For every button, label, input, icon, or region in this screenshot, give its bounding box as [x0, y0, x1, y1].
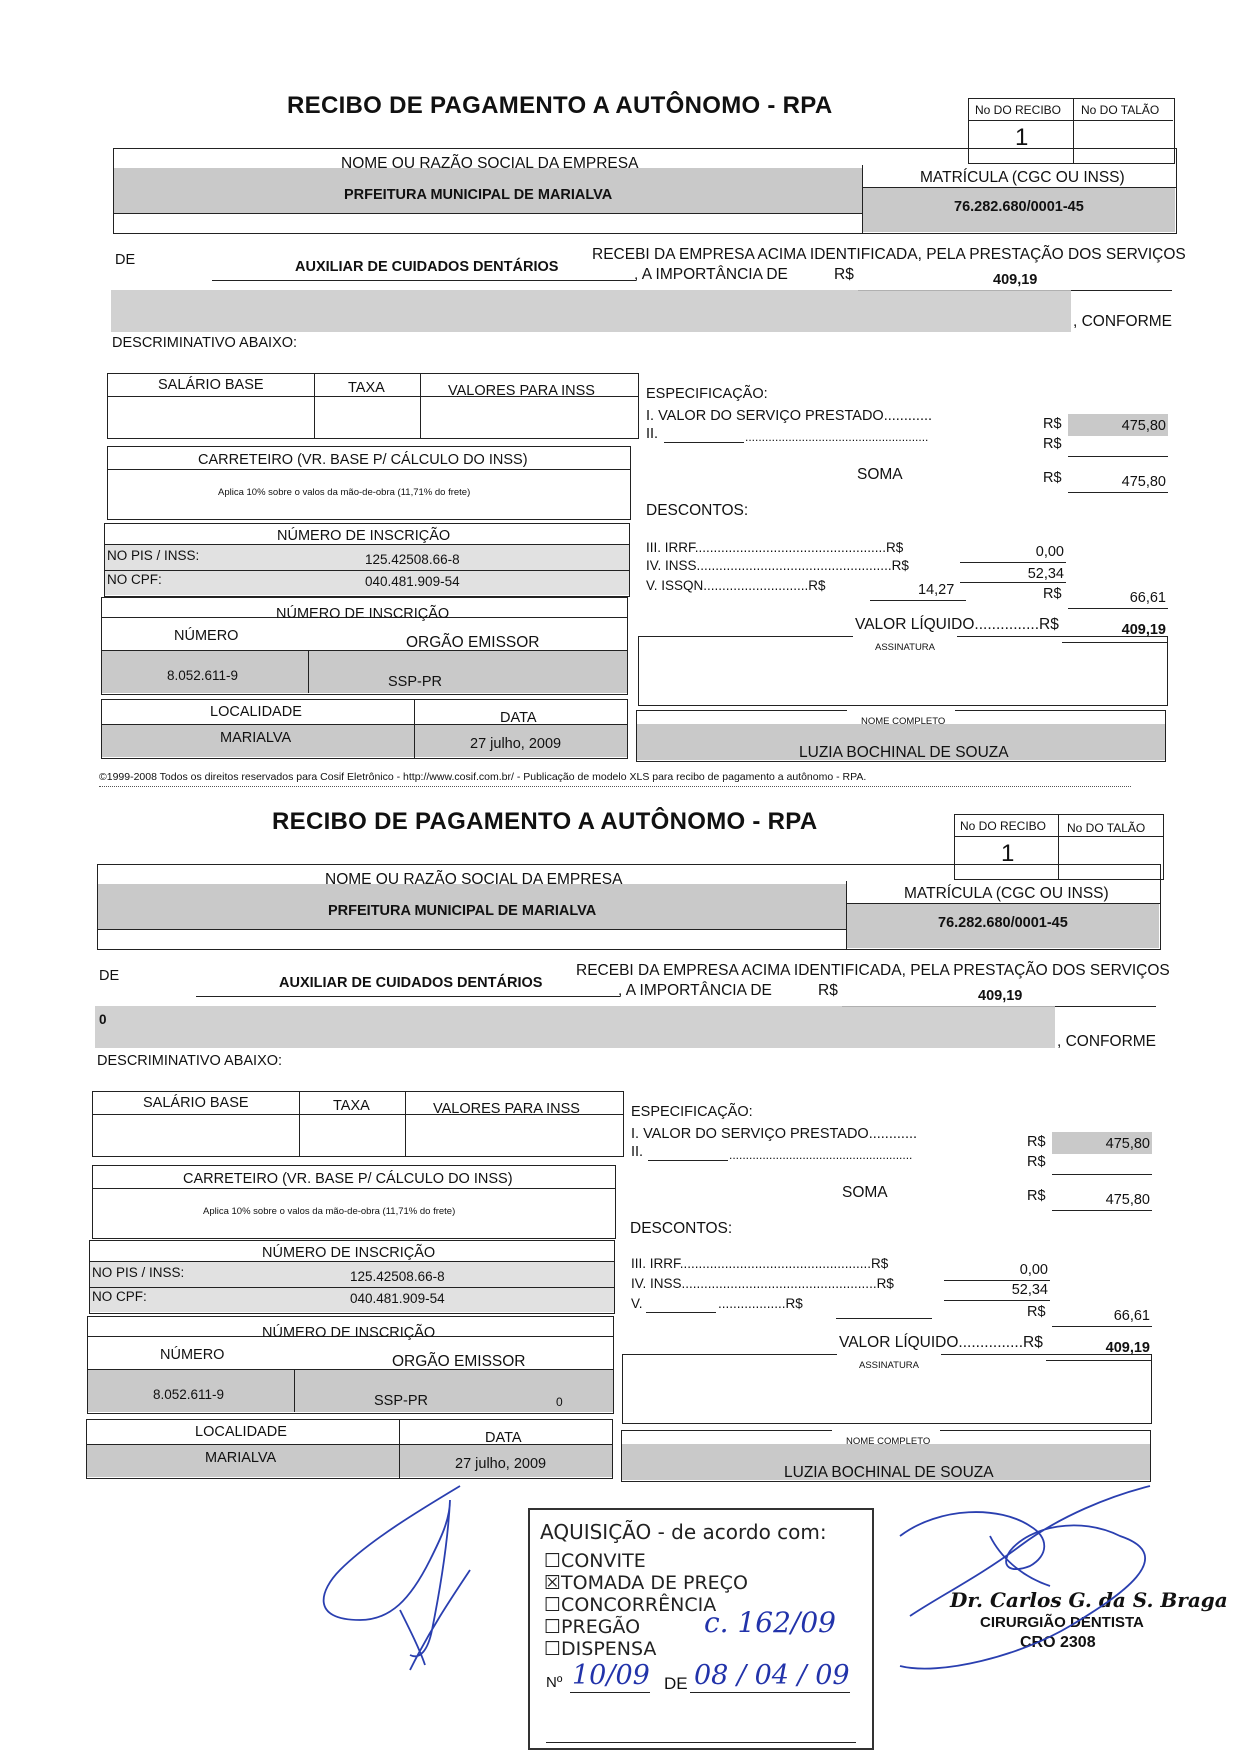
orgao-label: ORGÃO EMISSOR: [406, 634, 540, 651]
matricula-value: 76.282.680/0001-45: [954, 199, 1084, 215]
ii2-label: II.: [631, 1144, 644, 1160]
cpf-value: 040.481.909-54: [365, 574, 460, 589]
doctor-cro: CRO 2308: [1020, 1634, 1096, 1651]
rg2-inscricao-label: NÚMERO DE INSCRIÇÃO: [262, 1325, 436, 1341]
ii2-dots: .......................................................: [729, 1148, 913, 1162]
irrf-label: III. IRRF...................................................R$: [646, 540, 904, 555]
valor-servico-value: 475,80: [1121, 418, 1166, 434]
carreteiro-note: Aplica 10% sobre o valos da mão-de-obra (11,71% do frete): [218, 487, 471, 498]
no-recibo-label: No DO RECIBO: [975, 103, 1062, 117]
extenso2-field: [95, 1006, 1055, 1048]
valores2-inss-label: VALORES PARA INSS: [433, 1101, 580, 1117]
descriminativo-label: DESCRIMINATIVO ABAIXO:: [112, 335, 298, 351]
v2-dots: ..................R$: [718, 1296, 803, 1311]
doctor-name: Dr. Carlos G. da S. Braga: [950, 1588, 1228, 1612]
stamp-de-label: DE: [664, 1674, 688, 1693]
orgao2-value: SSP-PR: [374, 1393, 428, 1409]
nome-completo2-label: NOME COMPLETO: [846, 1436, 931, 1447]
company2-name: PRFEITURA MUNICIPAL DE MARIALVA: [328, 903, 597, 919]
descontos-total: 66,61: [1129, 590, 1166, 606]
inss2-label: IV. INSS....................................................R$: [631, 1276, 894, 1291]
descriminativo2-label: DESCRIMINATIVO ABAIXO:: [97, 1053, 283, 1069]
data-label: DATA: [500, 710, 537, 726]
soma-value: 475,80: [1121, 474, 1166, 490]
importancia2-text: , A IMPORTÂNCIA DE: [618, 982, 772, 999]
salario-base-label: SALÁRIO BASE: [158, 377, 264, 393]
valor-servico2-label: I. VALOR DO SERVIÇO PRESTADO............: [631, 1126, 918, 1142]
company-box: [113, 148, 1177, 234]
stamp-option-pregao: ☐PREGÃO: [544, 1616, 641, 1638]
nome-completo2-box: [621, 1430, 1151, 1482]
especificacao2-label: ESPECIFICAÇÃO:: [631, 1104, 753, 1120]
issqn-label: V. ISSQN............................R$: [646, 578, 826, 593]
localidade2-value: MARIALVA: [205, 1450, 277, 1466]
no-talao-label: No DO TALÃO: [1081, 103, 1160, 117]
receipt-title: RECIBO DE PAGAMENTO A AUTÔNOMO - RPA: [287, 92, 833, 119]
assinatura2-label: ASSINATURA: [859, 1360, 920, 1371]
inscricao-label: NÚMERO DE INSCRIÇÃO: [277, 528, 451, 544]
checkbox-icon: ☐: [544, 1638, 562, 1660]
importancia-rs: R$: [834, 266, 854, 283]
assinatura-box[interactable]: [638, 636, 1168, 706]
inss-value: 52,34: [1027, 566, 1064, 582]
rs2-descontos: R$: [1027, 1304, 1046, 1320]
carreteiro2-label: CARRETEIRO (VR. BASE P/ CÁLCULO DO INSS): [183, 1171, 513, 1187]
especificacao-label: ESPECIFICAÇÃO:: [646, 386, 768, 402]
taxa2-label: TAXA: [333, 1098, 370, 1114]
carreteiro-box: [107, 446, 631, 520]
pis2-value: 125.42508.66-8: [350, 1269, 445, 1284]
v2-label: V.: [631, 1296, 643, 1311]
assinatura2-box[interactable]: [622, 1354, 1152, 1424]
importancia2-rs: R$: [818, 982, 838, 999]
soma2-value: 475,80: [1105, 1192, 1150, 1208]
cpf2-label: NO CPF:: [92, 1289, 147, 1304]
receipt-bottom: [0, 716, 1244, 1506]
inss2-value: 52,34: [1011, 1282, 1048, 1298]
no-recibo-value: 1: [1015, 124, 1029, 151]
descontos-label: DESCONTOS:: [646, 502, 749, 519]
irrf2-label: III. IRRF...................................................R$: [631, 1256, 889, 1271]
numero-value: 8.052.611-9: [167, 668, 239, 683]
pis2-label: NO PIS / INSS:: [92, 1265, 185, 1280]
importancia2-value: 409,19: [978, 988, 1023, 1004]
rg2-box: [87, 1316, 614, 1414]
receipt2-title: RECIBO DE PAGAMENTO A AUTÔNOMO - RPA: [272, 808, 818, 835]
assinatura-label: ASSINATURA: [875, 642, 936, 653]
aquisicao-stamp: [528, 1508, 874, 1750]
valor-liquido2-label: VALOR LÍQUIDO...............R$: [839, 1334, 1043, 1351]
checked-checkbox-icon: ☒: [544, 1572, 562, 1594]
company-name: PRFEITURA MUNICIPAL DE MARIALVA: [344, 187, 613, 203]
conforme2-label: , CONFORME: [1057, 1033, 1157, 1050]
nome-completo2-value: LUZIA BOCHINAL DE SOUZA: [784, 1464, 994, 1481]
valor-servico-label: I. VALOR DO SERVIÇO PRESTADO............: [646, 408, 933, 424]
numero-label: NÚMERO: [174, 628, 239, 644]
stamp-option-concorrencia: ☐CONCORRÊNCIA: [544, 1594, 717, 1616]
rs-descontos: R$: [1043, 586, 1062, 602]
valor-servico2-value: 475,80: [1105, 1136, 1150, 1152]
stamp-date-value: 08 / 04 / 09: [694, 1660, 850, 1691]
rs-ii: R$: [1043, 436, 1062, 452]
signature-left: [300, 1480, 540, 1680]
matricula2-value: 76.282.680/0001-45: [938, 915, 1068, 931]
salario-box: [107, 373, 639, 439]
orgao2-label: ORGÃO EMISSOR: [392, 1353, 526, 1370]
doctor-title: CIRURGIÃO DENTISTA: [980, 1614, 1144, 1631]
inscricao-box: [104, 523, 630, 597]
data2-label: DATA: [485, 1430, 522, 1446]
stamp-title: AQUISIÇÃO - de acordo com:: [540, 1520, 827, 1544]
signature-right: [880, 1476, 1210, 1676]
no-talao2-label: No DO TALÃO: [1067, 821, 1146, 835]
nome-completo-value: LUZIA BOCHINAL DE SOUZA: [799, 744, 1009, 761]
orgao-value: SSP-PR: [388, 674, 442, 690]
irrf-value: 0,00: [1035, 544, 1064, 560]
rs2-ii: R$: [1027, 1154, 1046, 1170]
extenso2-value: 0: [99, 1012, 107, 1027]
rs-soma: R$: [1043, 470, 1062, 486]
inss-label: IV. INSS....................................................R$: [646, 558, 909, 573]
matricula-label: MATRÍCULA (CGC OU INSS): [920, 169, 1125, 186]
recebi2-text: RECEBI DA EMPRESA ACIMA IDENTIFICADA, PELA PRESTAÇÃO DOS SERVIÇOS: [576, 962, 1170, 979]
importancia-text: , A IMPORTÂNCIA DE: [634, 266, 788, 283]
localidade-label: LOCALIDADE: [210, 704, 302, 720]
rg-inscricao-label: NÚMERO DE INSCRIÇÃO: [276, 606, 450, 622]
valor-liquido2-value: 409,19: [1105, 1340, 1150, 1356]
descontos2-total: 66,61: [1113, 1308, 1150, 1324]
carreteiro2-note: Aplica 10% sobre o valos da mão-de-obra (11,71% do frete): [203, 1206, 456, 1217]
de2-value: AUXILIAR DE CUIDADOS DENTÁRIOS: [279, 975, 543, 991]
rs2-servico: R$: [1027, 1134, 1046, 1150]
cpf2-value: 040.481.909-54: [350, 1291, 445, 1306]
salario2-base-label: SALÁRIO BASE: [143, 1095, 249, 1111]
irrf2-value: 0,00: [1019, 1262, 1048, 1278]
descontos2-label: DESCONTOS:: [630, 1220, 733, 1237]
conforme-label: , CONFORME: [1073, 313, 1173, 330]
orgao2-extra: 0: [556, 1395, 563, 1409]
nome-completo-label: NOME COMPLETO: [861, 716, 946, 727]
taxa-label: TAXA: [348, 380, 385, 396]
stamp-no-label: Nº: [546, 1674, 563, 1691]
recebi-text: RECEBI DA EMPRESA ACIMA IDENTIFICADA, PELA PRESTAÇÃO DOS SERVIÇOS: [592, 246, 1186, 263]
no-recibo2-label: No DO RECIBO: [960, 819, 1047, 833]
numero2-label: NÚMERO: [160, 1347, 225, 1363]
pis-value: 125.42508.66-8: [365, 552, 460, 567]
company2-box: [97, 864, 1161, 950]
de-value: AUXILIAR DE CUIDADOS DENTÁRIOS: [295, 259, 559, 275]
checkbox-icon: ☐: [544, 1594, 562, 1616]
issqn-value: 14,27: [918, 582, 955, 598]
receipt-top: [0, 0, 1244, 790]
company-label: NOME OU RAZÃO SOCIAL DA EMPRESA: [341, 155, 639, 172]
matricula2-label: MATRÍCULA (CGC OU INSS): [904, 885, 1109, 902]
checkbox-icon: ☐: [544, 1616, 562, 1638]
stamp-process: c. 162/09: [704, 1606, 836, 1639]
valores-inss-label: VALORES PARA INSS: [448, 383, 595, 399]
carreteiro2-box: [92, 1165, 616, 1239]
rg-box: [101, 597, 628, 695]
ii-dots: .......................................................: [745, 430, 929, 444]
extenso-field: [111, 290, 1071, 332]
company2-label: NOME OU RAZÃO SOCIAL DA EMPRESA: [325, 871, 623, 888]
copyright: ©1999-2008 Todos os direitos reservados para Cosif Eletrônico - http://www.cosif.com.br/ - Publicação de modelo XLS para recibo de pagamento a autônomo - RPA.: [99, 771, 867, 783]
salario2-box: [92, 1091, 624, 1157]
cpf-label: NO CPF:: [107, 572, 162, 587]
stamp-no-value: 10/09: [572, 1660, 650, 1691]
localidade2-label: LOCALIDADE: [195, 1424, 287, 1440]
numero2-value: 8.052.611-9: [153, 1387, 225, 1402]
stamp-option-convite: ☐CONVITE: [544, 1550, 646, 1572]
carreteiro-label: CARRETEIRO (VR. BASE P/ CÁLCULO DO INSS): [198, 452, 528, 468]
inscricao2-label: NÚMERO DE INSCRIÇÃO: [262, 1245, 436, 1261]
data-value: 27 julho, 2009: [470, 736, 562, 752]
data2-value: 27 julho, 2009: [455, 1456, 547, 1472]
soma2-label: SOMA: [842, 1184, 888, 1201]
rs-servico: R$: [1043, 416, 1062, 432]
importancia-value: 409,19: [993, 272, 1038, 288]
soma-label: SOMA: [857, 466, 903, 483]
ii-label: II.: [646, 426, 659, 442]
inscricao2-box: [89, 1240, 615, 1314]
checkbox-icon: ☐: [544, 1550, 562, 1572]
valor-liquido-label: VALOR LÍQUIDO...............R$: [855, 616, 1059, 633]
pis-label: NO PIS / INSS:: [107, 548, 200, 563]
localidade2-box: [86, 1419, 613, 1479]
no-recibo2-value: 1: [1001, 840, 1015, 867]
valor-liquido-value: 409,19: [1121, 622, 1166, 638]
de-label: DE: [115, 252, 136, 268]
rs2-soma: R$: [1027, 1188, 1046, 1204]
localidade-value: MARIALVA: [220, 730, 292, 746]
de2-label: DE: [99, 968, 120, 984]
stamp-option-tomada: ☒TOMADA DE PREÇO: [544, 1572, 748, 1594]
stamp-option-dispensa: ☐DISPENSA: [544, 1638, 657, 1660]
